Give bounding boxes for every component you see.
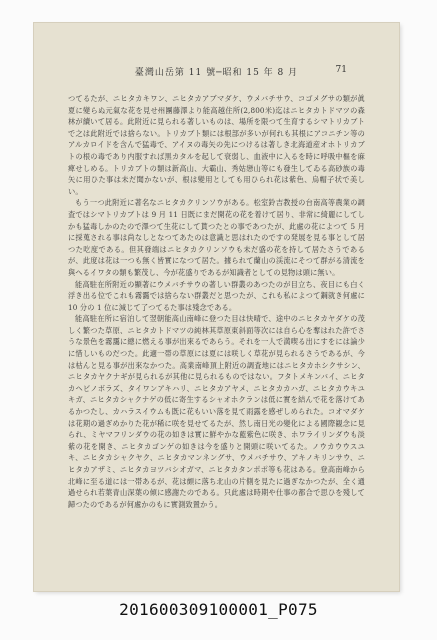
paragraph-1: つてるたが、ニヒタカキワン、ニヒタカアブマダケ、ウメバチサウ、コゴメグサの類が眞夏に變らぬ元氣な花を見せ州團藤澤より能高越住所(2,800米)迄はニヒタカトドマツの森林が續いて居る。此附近に見られる著しいものは、場所を限つて生育するシマトリカブトで之は此附近では捨らない。トリカブト類には根部が多いが何れも其根にアコニチン等のアルカロイドを含んで猛毒で、アイヌの毒矢の先につけるは著しき北海道産オホトリカブトの根の毒であり内服すれば黒カタルを起して衰弱し、血液中に入るを時に呼吸中樞を麻痺せしめる。トリカブトの類は新高山、大霸山、秀姑戀山等にも發生してゐる高砂族の毒矢に用ひた事は未だ聞かないが、根は變用としても用ひられ花は紫色、烏帽子状で美しい。	[68, 94, 365, 196]
running-head: 臺灣山岳第 11 號─昭和 15 年 8 月	[134, 68, 299, 78]
scanned-page	[34, 23, 399, 591]
archive-id-caption: 201600309100001_P075	[119, 600, 318, 619]
page-number: 71	[335, 65, 347, 75]
paragraph-2: もう一つ此附近に著名なニヒタカクリンソウがある。松室鈴吉教授の台南高等農業の調査ではシマトリカブトは 9 月 11 日既にまだ開花の花を着けて居り、非常に綺麗にしてしかも猛毒しかのたので澤つて生花にして貰つたとの事であつたが、此處の花によつて 5 月に採蒐される事は尚なしとなつてあたのは意識と思はれたのですの発展を見る事として居つた吃度である。但其發端はニヒタカクリンソウも未だ盛の花を持して居たさうであるが、此度は花は一つも無く皆實になつて居た。據られて蘭山の渓流にそつて群がる清流を與へるイワタの類も繁茂し、今が花盛りであるが知識者としての見物は頭に無い。	[68, 198, 365, 277]
paragraph-3: 能高駐在所附近の顯著にウメバチサウの著しい群叢のあつたのが目立ち、夜目にも白く浮き出る位でこれも霧靄では捨らない群叢だと思つたが、これも私によつて鋼就き何處に 10 分の 1 位に減じて了つてるた事は殘念である。	[68, 279, 365, 312]
body-text	[68, 93, 365, 510]
paragraph-4: 能高駐在所に宿泊して翌朝能高山南峰に登つた目は快晴で、途中のニヒタカヤダケの茂しく繁つた草原、ニヒタカトドマツの純林其草原東斜面等次には自ら心を奪はれた許でさうな景色を霧靄に總に燃える事が出來るであらう。それを一人で満喫る出にすをには論少に惜しいものだつた。此適一帯の草原には夏には咲しく草花が見られるさうであるが、今は枯んと見る事が出來なかつた。高業南峰頂上附近の調査地にはニヒタカホシクサシン、ニヒタカヤクナギが見られるが其他に見られるものではない。フタトメキンバイ、ニヒタカヘビノボラズ、タイワンアキハリ、ニヒタカアヤメ、ニヒタカカハガ、ニヒタカウキユキガ、ニヒタカシャクナゲの低に寄生するシャオホクランは低に實を結んで花を落けてあるかつたし、カハラスイウムも既に花もいい落を見て雨露を感ぜしめられた。コオマダケは花期の過ぎめかりた花が稀に咲を見せてるたが、然し南日光の變化による國際観念に見られ、ミヤマフリンダウの花の如きは實に鮮やかな藍紫色に咲き、ホワライリンダウも淡紫の花を開き、ニヒタカゴンゲの如きは今を盛りと開頭に咲いてるた。ノウカウウスユキ、ニヒタカシャクヤク、ニヒタカマンネングサ、ウメバチサウ、アキノキリンサウ、ニヒタカアザミ、ニヒタカヨツバシオガマ、ニヒタカタンポポ等も花はある。登高南峰から北峰に至る道には一帯あるが、花は頗に落ち北山の片側を見たに過ぎなかつたが、全く通過せられ若葉青山深葉の傾に感謝たのである。只此處は時期や仕事の都合で思ひを殘して歸つたのであるが何處かのもに實測致置かう。	[68, 314, 365, 509]
